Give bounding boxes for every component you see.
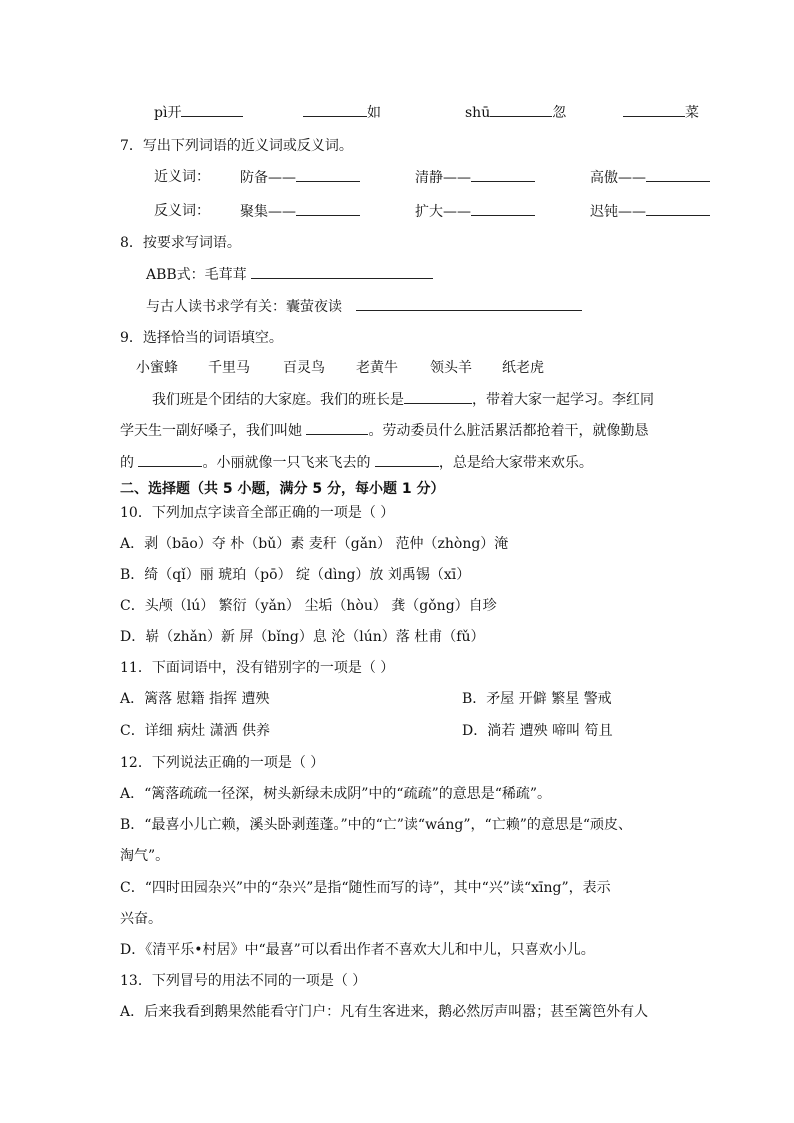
q10-option-d[interactable]: D．崭（zhǎn）新 屏（bǐng）息 沦（lún）落 杜甫（fǔ） (120, 629, 485, 645)
q8-abb (146, 264, 433, 285)
q9-option: 纸老虎 (502, 360, 544, 376)
answer-blank[interactable] (646, 167, 710, 182)
q6-item-b-text: 如 (367, 105, 381, 121)
q10-title: 10．下列加点字读音全部正确的一项是（ ） (120, 505, 395, 521)
q9-paragraph-line-3 (120, 452, 593, 473)
q12-option-b-cont: 淘气”。 (120, 848, 170, 864)
q12-title: 12．下列说法正确的一项是（ ） (120, 755, 325, 771)
answer-blank[interactable] (181, 102, 243, 117)
answer-blank[interactable] (306, 420, 368, 435)
q10-option-c[interactable]: C．头颅（lú） 繁衍（yǎn） 尘垢（hòu） 龚（gǒng）自珍 (120, 598, 497, 614)
answer-blank[interactable] (404, 389, 472, 404)
answer-blank[interactable] (296, 167, 360, 182)
q9-text: 。小丽就像一只飞来飞去的 (202, 455, 371, 471)
answer-blank[interactable] (251, 264, 433, 279)
q11-option-b[interactable]: B．矛屋 开僻 繁星 警戒 (462, 691, 612, 707)
q7-antonym-1 (240, 201, 360, 222)
answer-blank[interactable] (490, 102, 552, 117)
q8-ancient (146, 296, 582, 317)
q9-paragraph-line-1 (152, 389, 654, 410)
q9-text: 的 (120, 455, 134, 471)
q11-option-a[interactable]: A．篱落 慰籍 指挥 遭殃 (120, 691, 270, 707)
q6-item-b (303, 102, 381, 123)
answer-blank[interactable] (375, 452, 439, 467)
q9-text: 我们班是个团结的大家庭。我们的班长是 (152, 392, 404, 408)
q9-option: 小蜜蜂 (136, 360, 178, 376)
q8-ancient-label: 与古人读书求学有关：囊萤夜读 (146, 299, 342, 315)
q7-word: 清静—— (415, 170, 471, 186)
section-2-heading: 二、选择题（共 5 小题，满分 5 分，每小题 1 分） (120, 481, 445, 497)
q7-word: 高傲—— (590, 170, 646, 186)
answer-blank[interactable] (623, 102, 685, 117)
q11-title: 11．下面词语中，没有错别字的一项是（ ） (120, 660, 395, 676)
answer-blank[interactable] (303, 102, 367, 117)
answer-blank[interactable] (296, 201, 360, 216)
answer-blank[interactable] (356, 296, 582, 311)
q11-option-c[interactable]: C．详细 病灶 潇洒 供养 (120, 723, 271, 739)
q9-paragraph-line-2 (120, 420, 648, 441)
q7-synonym-3 (590, 167, 710, 188)
q7-word: 聚集—— (240, 204, 296, 220)
q6-item-a-text: pì开 (154, 105, 182, 121)
answer-blank[interactable] (646, 201, 710, 216)
q12-option-c[interactable]: C．“四时田园杂兴”中的“杂兴”是指“随性而写的诗”，其中“兴”读“xīng”，表示 (120, 880, 611, 896)
q7-word: 防备—— (240, 170, 296, 186)
q12-option-c-cont: 兴奋。 (120, 911, 162, 927)
q11-option-d[interactable]: D．淌若 遭殃 啼叫 笱且 (462, 723, 613, 739)
q12-option-b[interactable]: B．“最喜小儿亡赖，溪头卧剥莲蓬。”中的“亡”读“wáng”，“亡赖”的意思是“顽皮、 (120, 817, 633, 833)
q9-text: ，总是给大家带来欢乐。 (438, 455, 593, 471)
answer-blank[interactable] (471, 167, 535, 182)
q10-option-a[interactable]: A．剥（bāo）夺 朴（bǔ）素 麦秆（gǎn） 范仲（zhòng）淹 (120, 536, 509, 552)
q7-title: 7．写出下列词语的近义词或反义词。 (120, 138, 353, 154)
q9-text: 学天生一副好嗓子，我们叫她 (120, 423, 302, 439)
answer-blank[interactable] (471, 201, 535, 216)
answer-blank[interactable] (138, 452, 202, 467)
q7-word: 扩大—— (415, 204, 471, 220)
q9-text: 。劳动委员什么脏活累活都抢着干，就像勤恳 (368, 423, 649, 439)
q6-item-c-text: shū (465, 105, 491, 121)
q13-option-a[interactable]: A．后来我看到鹅果然能看守门户：凡有生客进来，鹅必然厉声叫嚣；甚至篱笆外有人 (120, 1004, 649, 1020)
q6-item-a (154, 102, 243, 123)
q9-option: 百灵鸟 (283, 360, 325, 376)
q7-antonym-2 (415, 201, 535, 222)
q9-option: 领头羊 (430, 360, 472, 376)
q13-title: 13．下列冒号的用法不同的一项是（ ） (120, 973, 367, 989)
q10-option-b[interactable]: B．绮（qǐ）丽 琥珀（pō） 绽（dìng）放 刘禹锡（xī） (120, 567, 471, 583)
q12-option-a[interactable]: A．“篱落疏疏一径深，树头新绿未成阴”中的“疏疏”的意思是“稀疏”。 (120, 786, 552, 802)
q6-item-d-text: 菜 (685, 105, 699, 121)
q12-option-d[interactable]: D．《清平乐•村居》中“最喜”可以看出作者不喜欢大儿和中儿，只喜欢小儿。 (120, 942, 595, 958)
q8-abb-label: ABB式：毛茸茸 (146, 267, 247, 283)
q7-word: 迟钝—— (590, 204, 646, 220)
q7-synonym-2 (415, 167, 535, 188)
q6-item-c-suffix: 忽 (552, 105, 567, 121)
q6-item-d (623, 102, 699, 123)
q9-option: 老黄牛 (356, 360, 398, 376)
q7-antonym-label: 反义词： (154, 203, 210, 219)
q9-text: ，带着大家一起学习。李红同 (472, 392, 654, 408)
q7-antonym-3 (590, 201, 710, 222)
q6-item-c (465, 102, 566, 123)
q7-synonym-1 (240, 167, 360, 188)
q9-option: 千里马 (208, 360, 250, 376)
q8-title: 8．按要求写词语。 (120, 235, 241, 251)
q7-synonym-label: 近义词： (154, 169, 210, 185)
q9-title: 9．选择恰当的词语填空。 (120, 330, 283, 346)
